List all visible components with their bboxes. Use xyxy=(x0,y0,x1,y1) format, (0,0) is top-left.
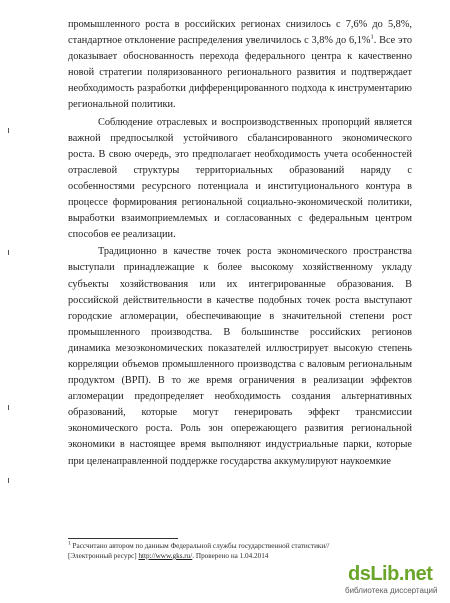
footnote-separator xyxy=(68,538,178,539)
watermark-subtitle: библиотека диссертаций xyxy=(345,586,438,595)
paragraph-2: Соблюдение отраслевых и воспроизводственных пропорций является важной предпосылкой устойчивого сбалансированного экономического роста. В свою очередь, это предполагает необходимость учета особенностей отраслевой структуры территориальных образований наряду с особенностями ресурсного потенциала и институционального контура в процессе формирования региональной социально-экономической политики, выработки взаимоприемлемых и согласованных с федеральным центром способов ее реализации. xyxy=(68,116,412,241)
scan-margin-mark xyxy=(8,250,9,255)
paragraph-3: Традиционно в качестве точек роста экономического пространства выступали принадлежащие к более высокому хозяйственному укладу субъекты хозяйствования или их интегрированные образования. В российской действительности в качестве подобных точек роста выступают городские агломерации, обеспечивающие в значительной степени рост промышленного производства. В большинстве российских регионов динамика мезоэкономических показателей иллюстрирует высокую степень корреляции объемов промышленного производства с валовым региональным продуктом (ВРП). В то же время ограничения в реализации эффектов агломерации предопределяет необходимость создания альтернативных образований, которые могут генерировать эффект трансмиссии экономического роста. Роль зон опережающего развития региональной экономики в настоящее время выполняют индустриальные парки, которые при целенаправленной поддержке государства аккумулируют наукоемкие xyxy=(68,246,412,467)
footnote-text: Рассчитано автором по данным Федеральной службы государственной статистики// [Электронный ресурс] xyxy=(68,542,330,560)
paragraph-text: . Все это доказывает обоснованность перехода федерального центра к качественно новой стратегии поляризованного регионального развития и подтверждает необходимость разработки дифференцированного подхода к инструментарию региональной политики. xyxy=(68,35,412,111)
body-text xyxy=(68,17,412,470)
footnote-marker: 1 xyxy=(68,540,71,547)
watermark-logo: dsLib.net xyxy=(348,563,433,585)
footnote-link[interactable]: http://www.gks.ru/ xyxy=(138,552,193,560)
paragraph-1 xyxy=(68,17,412,114)
footnote-text-after: . Проверено на 1.04.2014 xyxy=(192,552,269,560)
footnote-reference[interactable]: 1 xyxy=(370,33,374,41)
dslib-watermark xyxy=(344,563,440,597)
paragraph-text: промышленного роста в российских регионах снизилось с 7,6% до 5,8%, стандартное отклонение распределения увеличилось с 3,8% до 6,1% xyxy=(68,19,412,47)
scan-margin-mark xyxy=(8,478,9,483)
scan-margin-mark xyxy=(8,405,9,410)
footnote xyxy=(68,541,368,561)
scan-margin-mark xyxy=(8,128,9,133)
